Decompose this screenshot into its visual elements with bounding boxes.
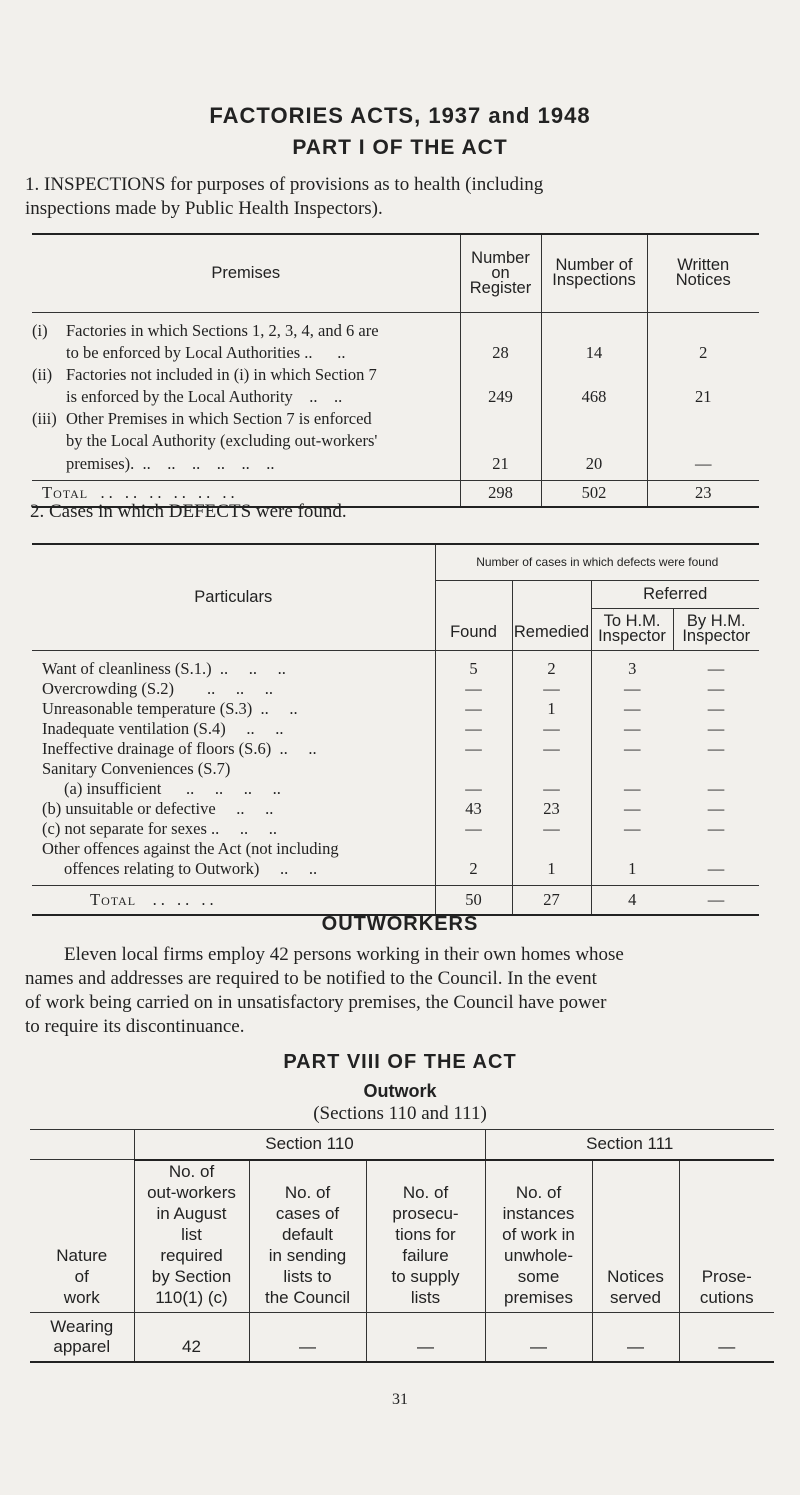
- defects-row: [32, 759, 759, 779]
- found-value: —: [435, 679, 512, 699]
- found-value: 2: [435, 859, 512, 886]
- part-heading: PART I OF THE ACT: [292, 136, 508, 159]
- default-header: No. of cases of default in sending lists to the Council: [249, 1160, 366, 1313]
- outwork-row-wearing-apparel: [30, 1312, 774, 1362]
- inspections-row-i: to be enforced by Local Authorities .. .. 28 14 2: [32, 341, 759, 363]
- inspections-row-ii: is enforced by the Local Authority .. .. 249 468 21: [32, 385, 759, 407]
- section1-intro: [25, 173, 775, 221]
- inspections-row-iii: premises). .. .. .. .. .. .. 21 20 —: [32, 451, 759, 481]
- defects-group-header: Number of cases in which defects were found: [435, 544, 759, 580]
- defects-row: [32, 819, 759, 839]
- row-i-line1: (i) Factories in which Sections 1, 2, 3, 4, and 6 are: [32, 320, 379, 340]
- section1-intro-line2: inspections made by Public Health Inspectors).: [25, 198, 383, 219]
- by-hm-value: —: [707, 778, 725, 798]
- remedied-value: 23: [512, 799, 591, 819]
- defects-row: [32, 719, 759, 739]
- by-hm-value: —: [707, 678, 725, 698]
- found-value: 5: [435, 650, 512, 679]
- found-value: —: [435, 779, 512, 799]
- by-hm-value: —: [673, 859, 759, 886]
- particulars-header: Particulars: [32, 544, 435, 650]
- section111-header: Section 111: [485, 1130, 774, 1160]
- by-hm-value: —: [707, 798, 725, 818]
- by-hm-value: —: [707, 738, 725, 758]
- remedied-value: 1: [512, 699, 591, 719]
- found-value: [435, 759, 512, 779]
- prosecutions-header: Prose- cutions: [679, 1160, 774, 1313]
- to-hm-header: To H.M. Inspector: [591, 608, 673, 650]
- inspections-header-row: [32, 234, 759, 312]
- part8-heading: PART VIII OF THE ACT: [283, 1051, 517, 1073]
- remedied-value: —: [512, 779, 591, 799]
- to-hm-value: —: [591, 699, 673, 719]
- register-header: Number on Register: [460, 234, 541, 312]
- remedied-value: [512, 759, 591, 779]
- prosecutions-lists-header: No. of prosecu- tions for failure to supply lists: [366, 1160, 485, 1313]
- found-value: 43: [435, 799, 512, 819]
- to-hm-value: —: [591, 779, 673, 799]
- defect-label: (a) insufficient .. .. .. ..: [64, 778, 281, 798]
- remedied-value: 2: [512, 650, 591, 679]
- to-hm-value: —: [591, 719, 673, 739]
- defects-row: [32, 839, 759, 859]
- section110-header: Section 110: [134, 1130, 485, 1160]
- defect-label: Want of cleanliness (S.1.) .. .. ..: [42, 658, 286, 678]
- notices-served-header: Notices served: [592, 1160, 679, 1313]
- found-value: —: [435, 739, 512, 759]
- prosecutions-value: —: [679, 1312, 774, 1362]
- defects-row: [32, 650, 759, 679]
- referred-header: Referred: [591, 580, 759, 608]
- instances-value: —: [485, 1312, 592, 1362]
- row-iii-line1: (iii) Other Premises in which Section 7 is enforced: [32, 408, 372, 428]
- outworkers-value: 42: [134, 1312, 249, 1362]
- to-hm-value: —: [591, 739, 673, 759]
- to-hm-value: —: [591, 679, 673, 699]
- to-hm-value: —: [591, 819, 673, 839]
- defect-label: (b) unsuitable or defective .. ..: [42, 798, 274, 818]
- inspections-table: [32, 233, 759, 508]
- defects-row: [32, 739, 759, 759]
- defect-label: offences relating to Outwork) .. ..: [32, 859, 435, 886]
- defects-row: [32, 799, 759, 819]
- defects-row: [32, 779, 759, 799]
- outwork-table: [30, 1129, 774, 1363]
- notices-value: —: [592, 1312, 679, 1362]
- outwork-header-row: [30, 1160, 774, 1313]
- remedied-value: [512, 839, 591, 859]
- remedied-value: —: [512, 819, 591, 839]
- by-hm-value: —: [707, 718, 725, 738]
- section2-intro: 2. Cases in which DEFECTS were found.: [30, 501, 347, 522]
- defect-label: Inadequate ventilation (S.4) .. ..: [42, 718, 284, 738]
- to-hm-value: [591, 839, 673, 859]
- defect-label: Overcrowding (S.2) .. .. ..: [42, 678, 273, 698]
- remedied-value: 1: [512, 859, 591, 886]
- nature-header: Nature of work: [30, 1160, 134, 1313]
- by-hm-value: —: [707, 818, 725, 838]
- defect-label: Ineffective drainage of floors (S.6) .. ..: [42, 738, 317, 758]
- defects-total-row: Total .. .. .. 50 27 4 —: [32, 885, 759, 915]
- to-hm-value: —: [591, 799, 673, 819]
- instances-header: No. of instances of work in unwhole- some premises: [485, 1160, 592, 1313]
- defect-label: Other offences against the Act (not including: [42, 838, 339, 858]
- found-value: —: [435, 699, 512, 719]
- outworkers-paragraph: Eleven local firms employ 42 persons working in their own homes whose names and addresses are required to be notified to the Council. In the event of work being carried on in unsatisfactory premises, the Council have power to require its discontinuance.: [25, 944, 624, 1037]
- row-ii-line1: (ii) Factories not included in (i) in which Section 7: [32, 364, 377, 384]
- defect-label: Unreasonable temperature (S.3) .. ..: [42, 698, 298, 718]
- default-value: —: [249, 1312, 366, 1362]
- by-hm-value: [673, 839, 759, 859]
- by-hm-value: —: [707, 658, 725, 678]
- inspections-header: Number of Inspections: [541, 234, 647, 312]
- page-title: FACTORIES ACTS, 1937 and 1948: [209, 103, 591, 128]
- prosecutions-lists-value: —: [366, 1312, 485, 1362]
- remedied-value: —: [512, 739, 591, 759]
- page-number: 31: [392, 1391, 408, 1408]
- notices-header: Written Notices: [647, 234, 759, 312]
- found-value: —: [435, 719, 512, 739]
- defects-table: [32, 543, 759, 916]
- inspections-total-row: Total .. .. .. .. .. .. 298 502 23: [32, 481, 759, 507]
- remedied-value: —: [512, 679, 591, 699]
- to-hm-value: [591, 759, 673, 779]
- found-value: [435, 839, 512, 859]
- remedied-header: Remedied: [512, 580, 591, 650]
- defects-row: [32, 679, 759, 699]
- defects-row: [32, 699, 759, 719]
- to-hm-value: 3: [591, 650, 673, 679]
- remedied-value: —: [512, 719, 591, 739]
- defects-row: [32, 859, 759, 886]
- premises-header: Premises: [32, 234, 460, 312]
- defect-label: (c) not separate for sexes .. .. ..: [42, 818, 278, 838]
- section1-intro-line1: 1. INSPECTIONS for purposes of provisions as to health (including: [25, 174, 544, 195]
- outwork-heading: Outwork: [363, 1081, 437, 1101]
- outworkers-header: No. of out-workers in August list required by Section 110(1) (c): [134, 1160, 249, 1313]
- row-iii-line2: by the Local Authority (excluding out-workers': [66, 430, 378, 450]
- work-cell: Wearing apparel: [30, 1312, 134, 1362]
- to-hm-value: 1: [591, 859, 673, 886]
- found-header: Found: [435, 580, 512, 650]
- sections-caption: (Sections 110 and 111): [313, 1103, 487, 1124]
- by-hm-header: By H.M. Inspector: [673, 608, 759, 650]
- outworkers-heading: OUTWORKERS: [321, 913, 479, 935]
- defect-label: Sanitary Conveniences (S.7): [42, 758, 231, 778]
- found-value: —: [435, 819, 512, 839]
- by-hm-value: —: [707, 698, 725, 718]
- by-hm-value: [673, 759, 759, 779]
